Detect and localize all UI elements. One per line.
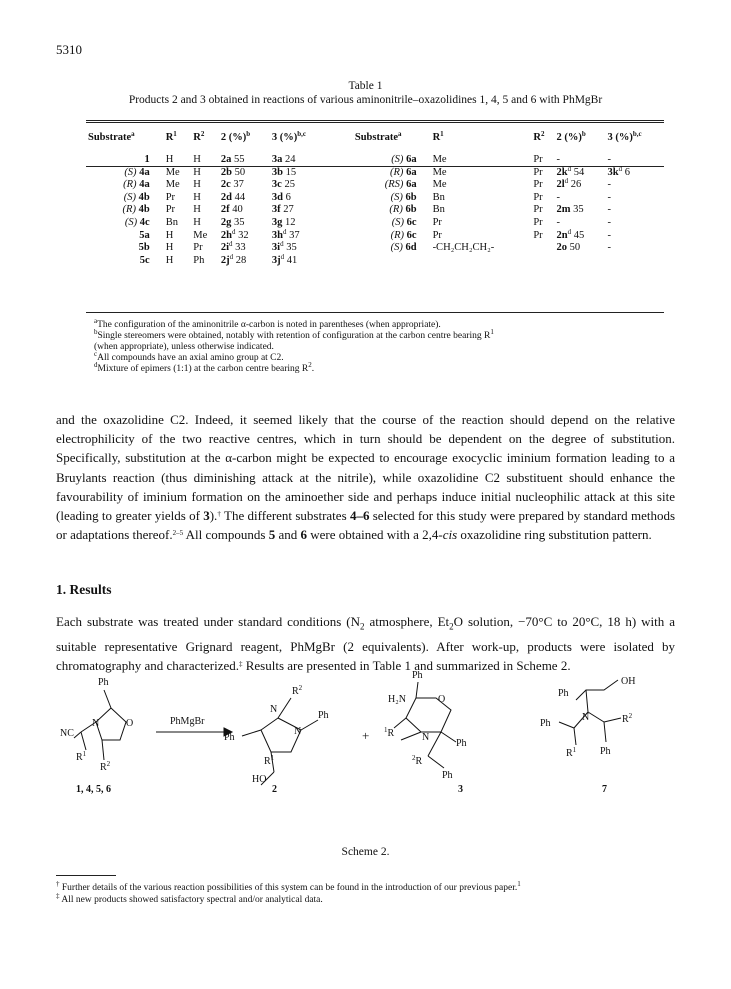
cell-part: d (567, 227, 572, 236)
scheme-p3-ph2: Ph (456, 738, 467, 749)
cell-part: 55 (234, 154, 245, 165)
scheme-reagent: PhMgBr (170, 716, 205, 727)
scheme-s-r2: $R^2$ (100, 760, 111, 773)
cell-part: Pr (533, 229, 543, 241)
cell-part: 41 (286, 254, 298, 266)
cell-part: Pr (165, 191, 176, 203)
table-cell (431, 217, 532, 230)
cell-part: Pr (432, 216, 442, 228)
cell-part: 6 (624, 166, 630, 178)
table-row (86, 230, 664, 243)
cell-part: (S) (390, 242, 403, 254)
table-cell (431, 154, 532, 167)
table-cell (606, 179, 665, 192)
cell-part: Me (165, 166, 180, 178)
table-footnote: (when appropriate), unless otherwise indicated. (94, 342, 274, 352)
table-cell (531, 154, 554, 167)
table-cell (164, 217, 192, 230)
table-cell (219, 179, 270, 192)
cell-part: H (193, 166, 201, 178)
table-cell (191, 242, 219, 255)
paragraph-discussion: and the oxazolidine C2. Indeed, it seemed likely that the course of the reaction should depend on the relative electrophilicity of the two reactive centres, which in turn should be dependent on the degree of substitution. Specifically, substitution at the α-carbon might be expected to encourage exocyclic iminium formation leading to a Bruylants reaction (thus diminishing attack at the nitrile), while oxazolidine C2 substituent should enhance the favourability of iminium formation on the aminoether side and perhaps induce initial nucleophilic attack at this site (leading to greater yields of 3).† The different substrates 4–6 selected for this study were prepared by standard methods or adaptations thereof.$^{2-5}$ All compounds 5 and 6 were obtained with a 2,4-cis oxazolidine ring substitution pattern. (56, 412, 676, 543)
scheme-s-ph: Ph (98, 677, 109, 688)
table-header-cell: 3 (%)$^{b,c}$ (271, 129, 307, 143)
table-cell (191, 217, 219, 230)
cell-part: 5c (139, 254, 150, 266)
cell-part: 44 (234, 191, 246, 203)
table-cell (606, 204, 665, 217)
table-cell (606, 154, 665, 167)
scheme-p3-number: 3 (458, 784, 463, 795)
table-cell (86, 204, 164, 217)
table-cell (270, 204, 353, 217)
cell-part: 25 (284, 179, 295, 191)
table-cell (191, 204, 219, 217)
cell-part: 12 (285, 216, 296, 228)
table-cell (554, 217, 605, 230)
table-cell (191, 167, 219, 180)
table-cell (606, 255, 665, 268)
cell-part: 35 (234, 216, 245, 228)
cell-part: 3i (271, 242, 281, 254)
cell-part: (S) (124, 166, 137, 178)
table-cell (353, 255, 431, 268)
table-row (86, 242, 664, 255)
cell-part: (S) (123, 191, 136, 203)
cell-part: Pr (533, 166, 543, 178)
table-cell (554, 192, 605, 205)
cell-part: 3k (607, 166, 619, 178)
cell-part: (R) (123, 179, 137, 191)
footnote-r-index: 2 (308, 361, 312, 369)
scheme-p7-ph3: Ph (600, 746, 611, 757)
table-cell (270, 252, 353, 268)
table-cell (270, 192, 353, 205)
cell-part: 2b (220, 166, 232, 178)
cell-part: 5a (139, 229, 150, 241)
cell-part: Pr (165, 204, 176, 216)
cell-part: 2j (220, 254, 230, 266)
cell-part: 6c (406, 216, 417, 228)
table-cell (554, 164, 605, 180)
scheme-p3-h2n: H₂N (388, 694, 406, 705)
cell-part: d (280, 252, 285, 261)
cell-part: (RS) (384, 179, 404, 191)
scheme-p2-ph1: Ph (318, 710, 329, 721)
table-cell (554, 179, 605, 192)
cell-part: 45 (573, 229, 585, 241)
results-table (86, 128, 664, 267)
cell-part: 2g (220, 216, 232, 228)
cell-part: (S) (124, 216, 138, 228)
table-header-cell: Substrate$^a$ (354, 129, 402, 143)
cell-part: 3j (271, 254, 281, 266)
cell-part: Pr (533, 191, 543, 203)
table-cell (353, 230, 431, 243)
cell-part: 6a (406, 179, 417, 191)
table-cell (164, 192, 192, 205)
page-footnote: † Further details of the various reaction possibilities of this system can be found in the introduction of our previous paper.$^1$ (56, 880, 521, 893)
cell-part: 6a (406, 154, 417, 165)
scheme-p2-r2: $R^2$ (292, 684, 303, 697)
table-cell (86, 179, 164, 192)
paragraph-results: Each substrate was treated under standard conditions ($N_2$ atmosphere, $Et_2O$ solution, −70°C to 20°C, 18 h) with a suitable representative Grignard reagent, PhMgBr (2 equivalents). After work-up, products were isolated by chromatography and characterized.‡ Results are presented in Table 1 and summarized in Scheme 2. (56, 614, 675, 673)
cell-part: - (607, 191, 611, 203)
table-cell (431, 230, 532, 243)
cell-part: 2c (220, 179, 231, 191)
table-cell (191, 179, 219, 192)
cell-part: 6b (405, 191, 417, 203)
cell-part: H (193, 179, 201, 191)
table-subtitle: Products 2 and 3 obtained in reactions of various aminonitrile–oxazolidines 1, 4, 5 and 6 with PhMgBr (128, 94, 603, 106)
table-cell (606, 242, 665, 255)
table-cell (164, 204, 192, 217)
cell-part: - (556, 216, 560, 228)
table-top-rule (86, 120, 664, 121)
table-cell (554, 154, 605, 167)
cell-part: d (618, 164, 623, 173)
table-cell (270, 179, 353, 192)
scheme-p3-o: O (438, 694, 446, 705)
table-cell (164, 154, 192, 167)
cell-part: 6 (285, 191, 291, 203)
scheme-s-nc: NC (60, 728, 74, 739)
cell-part: 6c (406, 229, 417, 241)
cell-part: 6d (405, 242, 417, 254)
cell-part: 3h (271, 229, 283, 241)
page-footnote: ‡ All new products showed satisfactory spectral and/or analytical data. (56, 892, 323, 905)
cell-part: 2i (220, 242, 230, 254)
cell-part: - (607, 179, 611, 191)
cell-part: 3b (271, 166, 283, 178)
table-body (86, 146, 664, 267)
cell-part: 24 (285, 154, 296, 165)
table-header-cell: 3 (%)$^{b,c}$ (607, 129, 642, 143)
table-row (86, 204, 664, 217)
cell-part: 1 (144, 154, 150, 165)
cell-part: H (193, 154, 201, 165)
scheme-plus: + (362, 728, 370, 743)
table-cell (219, 217, 270, 230)
cell-part: 2a (220, 154, 232, 165)
table-cell (86, 154, 164, 167)
cell-part: 3d (271, 191, 283, 203)
table-cell (164, 255, 192, 268)
cell-part: 33 (235, 242, 246, 254)
cell-part: Bn (165, 216, 178, 228)
table-cell (164, 230, 192, 243)
table-cell (554, 204, 605, 217)
cell-part: (S) (390, 191, 403, 203)
cell-part: Pr (533, 204, 543, 216)
cell-part: Me (432, 179, 447, 191)
cell-part: - (607, 229, 611, 241)
scheme-p7-ph: Ph (558, 688, 569, 699)
section-heading: 1. Results (56, 582, 112, 597)
cell-part: d (229, 252, 234, 261)
cell-part: - (607, 204, 611, 216)
cell-part: - (556, 191, 560, 203)
cell-part: d (567, 164, 572, 173)
scheme-p2-n2: N (294, 726, 302, 737)
table-caption (0, 79, 731, 107)
cell-part: 4b (138, 191, 150, 203)
table-cell (531, 217, 554, 230)
cell-part: 5b (138, 242, 150, 254)
scheme-p7-ph2: Ph (540, 718, 551, 729)
footnote-r-index: 1 (490, 328, 494, 336)
cell-part: H (165, 154, 174, 165)
table-cell (606, 164, 665, 180)
table-cell (353, 217, 431, 230)
table-cell (219, 167, 270, 180)
cell-part: 35 (286, 242, 297, 254)
table-cell (431, 204, 532, 217)
cell-part: (R) (122, 204, 136, 216)
cell-part: H (165, 242, 174, 254)
table-cell (86, 192, 164, 205)
scheme-p7-r1: $R^1$ (566, 746, 577, 759)
cell-part: Pr (533, 154, 543, 165)
cell-part: (R) (389, 204, 403, 216)
table-cell (431, 242, 532, 255)
cell-part: 27 (283, 204, 294, 216)
scheme-p3-ph3: Ph (442, 770, 453, 781)
cell-part: Bn (432, 191, 445, 203)
cell-part: Bn (432, 204, 445, 216)
scheme-p7-oh: OH (621, 676, 636, 687)
table-cell (531, 230, 554, 243)
table-header-cell: Substrate$^a$ (88, 129, 135, 143)
table-row (86, 255, 664, 268)
cell-part: Pr (432, 229, 442, 241)
table-cell (531, 255, 554, 268)
table-cell (353, 192, 431, 205)
cell-part: Pr (533, 216, 543, 228)
table-cell (606, 230, 665, 243)
cell-part: - (607, 154, 611, 165)
cell-part: (R) (390, 229, 405, 241)
page-footnotes (56, 882, 686, 906)
table-cell (219, 192, 270, 205)
table-cell (164, 167, 192, 180)
table-cell (191, 192, 219, 205)
cell-part: 6a (406, 166, 417, 178)
cell-part: 2o (556, 242, 567, 254)
table-bottom-rule (86, 312, 664, 313)
table-cell (531, 204, 554, 217)
table-cell (531, 192, 554, 205)
cell-part: 40 (232, 204, 243, 216)
scheme-p3-r2: $^2$R (412, 754, 423, 767)
table-cell (219, 242, 270, 255)
table-cell (164, 179, 192, 192)
table-footnote: $^d$Mixture of epimers (1:1) at the carbon centre bearing $R^2$. (94, 361, 315, 374)
cell-part: H (165, 229, 174, 241)
cell-part: 35 (573, 204, 584, 216)
cell-part: - (556, 154, 560, 165)
table-cell (431, 179, 532, 192)
table-cell (219, 227, 270, 243)
table-cell (353, 154, 431, 167)
cell-part: - (607, 242, 611, 254)
scheme-p7-n: N (582, 712, 590, 723)
table-header-cell: $R^1$ (165, 129, 177, 143)
cell-part: d (282, 227, 287, 236)
cell-part: H (193, 216, 201, 228)
table-cell (531, 179, 554, 192)
scheme-p2-number: 2 (272, 784, 277, 795)
table-cell (219, 204, 270, 217)
cell-part: H (193, 204, 201, 216)
table-cell (606, 192, 665, 205)
table-cell (86, 217, 164, 230)
cell-part: 3a (271, 154, 283, 165)
table-cell (191, 154, 219, 167)
cell-part: 3g (271, 216, 283, 228)
page-number: 5310 (56, 42, 82, 57)
cell-part: 32 (238, 229, 249, 241)
table-cell (431, 167, 532, 180)
cell-part: d (564, 177, 569, 186)
cell-part: -CH₂CH₂CH₂- (432, 242, 495, 254)
cell-part: Me (165, 179, 180, 191)
cell-part: 50 (234, 166, 246, 178)
cell-part: 2k (556, 166, 568, 178)
cell-part: H (193, 191, 201, 203)
table-header-cell: $R^2$ (533, 129, 545, 143)
table-cell (531, 167, 554, 180)
table-cell (554, 227, 605, 243)
table-cell (531, 242, 554, 255)
table-row (86, 217, 664, 230)
cell-part: Pr (533, 179, 543, 191)
cell-part: Me (193, 229, 208, 241)
scheme-p3-ph: Ph (412, 670, 423, 681)
cell-part: 4a (139, 179, 150, 191)
cell-part: 54 (573, 166, 585, 178)
table-footnote: $^b$Single stereomers were obtained, notably with retention of configuration at the carbon centre bearing $R^1$ (94, 328, 494, 341)
cell-part: (S) (391, 154, 404, 165)
cell-part: 2h (220, 229, 232, 241)
table-cell (191, 230, 219, 243)
table-title: Table 1 (348, 80, 383, 92)
table-cell (554, 242, 605, 255)
scheme-s-number: 1, 4, 5, 6 (76, 784, 111, 795)
table-cell (270, 154, 353, 167)
table-header-cell: $R^1$ (432, 129, 444, 143)
scheme-p3-n: N (422, 732, 430, 743)
table-row (86, 192, 664, 205)
table-footnotes (94, 317, 654, 375)
table-footnote: $^c$All compounds have an axial amino group at C2. (94, 350, 284, 363)
cell-part: d (280, 240, 284, 249)
footnote-rule (56, 875, 116, 876)
reaction-scheme (56, 660, 676, 840)
table-cell (606, 217, 665, 230)
table-top-rule-2 (86, 122, 664, 123)
scheme-s-n: N (92, 718, 100, 729)
cell-part: 3f (271, 204, 281, 216)
cell-part: 37 (233, 179, 244, 191)
cell-part: 15 (285, 166, 297, 178)
table-cell (353, 179, 431, 192)
cell-part: Me (432, 166, 447, 178)
scheme-p3-r1: $^1$R (384, 726, 395, 739)
table-cell (86, 230, 164, 243)
table-row (86, 154, 664, 167)
cell-part: 2l (556, 179, 565, 191)
cell-part: 4b (138, 204, 150, 216)
cell-part: 37 (289, 229, 300, 241)
table-cell (219, 252, 270, 268)
table-header-cell: 2 (%)$^b$ (556, 129, 586, 143)
table-cell (353, 167, 431, 180)
cell-part: 4c (139, 216, 150, 228)
table-footnote: $^a$The configuration of the aminonitrile α-carbon is noted in parentheses (when appropriate). (94, 317, 441, 330)
cell-part: 3c (271, 179, 282, 191)
table-row (86, 179, 664, 192)
cell-part: d (231, 227, 236, 236)
table-cell (554, 255, 605, 268)
cell-part: - (607, 216, 611, 228)
table-cell (86, 255, 164, 268)
table-cell (86, 242, 164, 255)
scheme-p7-r2: $R^2$ (622, 712, 633, 725)
cell-part: 6b (405, 204, 417, 216)
cell-part: 26 (570, 179, 582, 191)
cell-part: Ph (193, 254, 205, 266)
cell-part: 2m (556, 204, 571, 216)
scheme-p2-ph2: Ph (224, 732, 235, 743)
table-cell (270, 167, 353, 180)
cell-part: 50 (569, 242, 581, 254)
cell-part: Pr (193, 242, 203, 254)
cell-part: (S) (391, 216, 405, 228)
table-cell (353, 204, 431, 217)
scheme-p2-n1: N (270, 704, 278, 715)
scheme-p2-r1: $R^1$ (264, 754, 275, 767)
table-cell (86, 167, 164, 180)
table-cell (219, 154, 270, 167)
cell-part: (R) (390, 166, 404, 178)
table-header-row (86, 128, 664, 146)
scheme-s-o: O (126, 718, 134, 729)
cell-part: 2f (220, 204, 230, 216)
scheme-p7-number: 7 (602, 784, 607, 795)
cell-part: H (165, 254, 174, 266)
scheme-caption: Scheme 2. (341, 846, 390, 858)
cell-part: Me (432, 154, 447, 165)
cell-part: 2n (556, 229, 568, 241)
table-cell (431, 192, 532, 205)
scheme-p2-ho: HO (252, 774, 267, 785)
table-header-cell: $R^2$ (193, 129, 205, 143)
table-row (86, 167, 664, 180)
table-cell (353, 242, 431, 255)
table-cell (191, 255, 219, 268)
table-header-cell: 2 (%)$^b$ (220, 129, 251, 143)
table-cell (431, 255, 532, 268)
scheme-s-r1: $R^1$ (76, 750, 87, 763)
cell-part: 2d (220, 191, 232, 203)
cell-part: 28 (235, 254, 247, 266)
cell-part: d (229, 240, 233, 249)
cell-part: 4a (139, 166, 150, 178)
table-cell (164, 242, 192, 255)
